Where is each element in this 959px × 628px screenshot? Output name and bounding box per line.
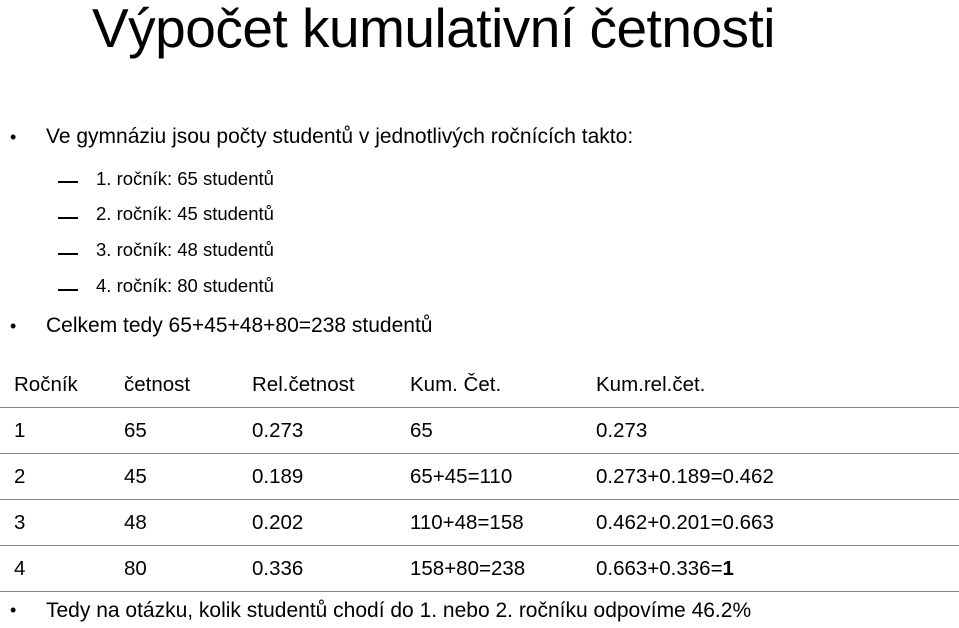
column-header: Ročník bbox=[0, 362, 110, 408]
grade-item-4: 4. ročník: 80 studentů bbox=[96, 275, 274, 296]
table-cell: 80 bbox=[110, 546, 238, 592]
table-cell: 65 bbox=[110, 408, 238, 454]
table-cell-last bbox=[582, 546, 959, 592]
table-cell: 110+48=158 bbox=[396, 500, 582, 546]
table-cell: 0.189 bbox=[238, 454, 396, 500]
dash-icon bbox=[58, 181, 78, 183]
table-cell: 0.462+0.201=0.663 bbox=[582, 500, 959, 546]
table-header-row bbox=[0, 362, 959, 408]
table-cell: 65 bbox=[396, 408, 582, 454]
bullet-icon: • bbox=[10, 127, 17, 147]
table-cell: 158+80=238 bbox=[396, 546, 582, 592]
column-header: Kum.rel.čet. bbox=[582, 362, 959, 408]
table-row bbox=[0, 454, 959, 500]
frequency-table bbox=[0, 362, 959, 592]
page-title: Výpočet kumulativní četnosti bbox=[92, 0, 776, 59]
table-cell: 0.273 bbox=[238, 408, 396, 454]
cell-result: 1 bbox=[722, 556, 734, 580]
table-cell: 0.336 bbox=[238, 546, 396, 592]
conclusion-text: Tedy na otázku, kolik studentů chodí do 1. nebo 2. ročníku odpovíme 46.2% bbox=[46, 599, 752, 622]
column-header: četnost bbox=[110, 362, 238, 408]
table-cell: 65+45=110 bbox=[396, 454, 582, 500]
intro-text: Ve gymnáziu jsou počty studentů v jednotlivých ročnících takto: bbox=[46, 125, 634, 148]
table-cell: 3 bbox=[0, 500, 110, 546]
dash-icon bbox=[58, 289, 78, 291]
dash-icon bbox=[58, 253, 78, 255]
column-header: Rel.četnost bbox=[238, 362, 396, 408]
grade-item-2: 2. ročník: 45 studentů bbox=[96, 203, 274, 224]
table-cell: 45 bbox=[110, 454, 238, 500]
dash-icon bbox=[58, 217, 78, 219]
table-cell: 4 bbox=[0, 546, 110, 592]
table-cell: 48 bbox=[110, 500, 238, 546]
table-row bbox=[0, 500, 959, 546]
table-cell: 1 bbox=[0, 408, 110, 454]
bullet-icon: • bbox=[10, 600, 17, 620]
table-cell: 0.202 bbox=[238, 500, 396, 546]
grade-item-3: 3. ročník: 48 studentů bbox=[96, 239, 274, 260]
grade-item-1: 1. ročník: 65 studentů bbox=[96, 168, 274, 189]
table-cell: 2 bbox=[0, 454, 110, 500]
bullet-icon: • bbox=[10, 316, 17, 336]
table-row bbox=[0, 546, 959, 592]
table-row bbox=[0, 408, 959, 454]
total-text: Celkem tedy 65+45+48+80=238 studentů bbox=[46, 314, 433, 337]
table-cell: 0.273+0.189=0.462 bbox=[582, 454, 959, 500]
cell-expression: 0.663+0.336= bbox=[596, 556, 723, 580]
column-header: Kum. Čet. bbox=[396, 362, 582, 408]
table-cell: 0.273 bbox=[582, 408, 959, 454]
